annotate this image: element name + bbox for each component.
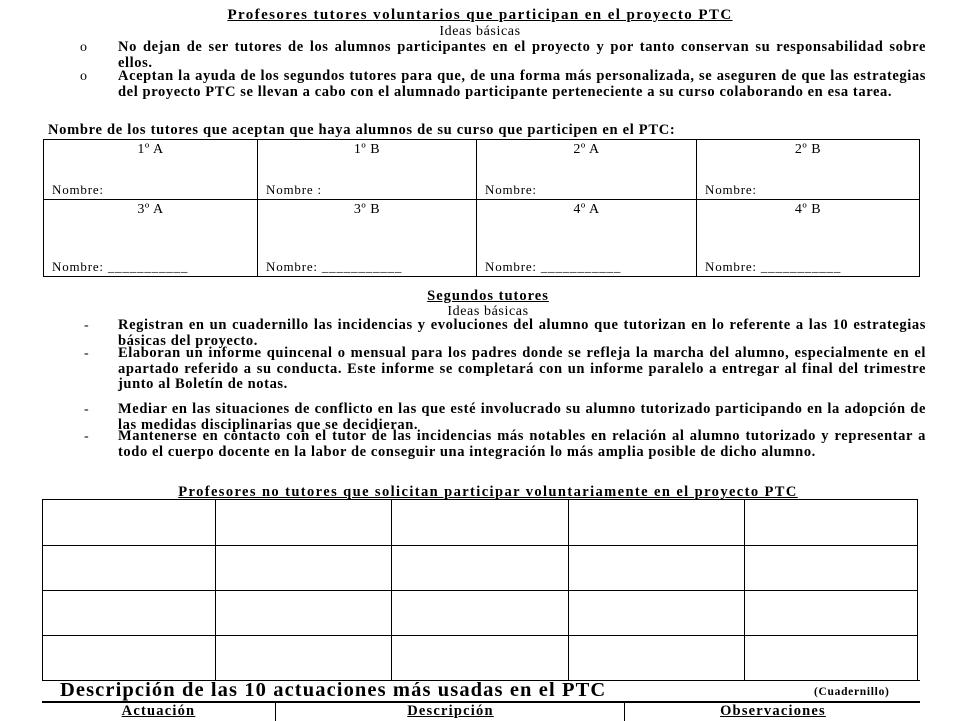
bullet-text: Mantenerse en contacto con el tutor de las incidencias más notables en relación al alumno tutorizado y representar a todo el cuerpo docente en la labor de conseguir una integración lo más amplia posible de dicho alumno. <box>118 428 926 460</box>
course-label: 3º A <box>137 202 164 217</box>
section1-title: Profesores tutores voluntarios que participan en el proyecto PTC <box>227 7 733 23</box>
section2-title: Segundos tutores <box>427 288 549 304</box>
tutor-cell[interactable] <box>44 140 258 200</box>
table-row <box>43 591 918 636</box>
tutor-cell[interactable] <box>258 140 477 200</box>
section2-bullet-4 <box>80 429 925 473</box>
table-cell[interactable] <box>43 500 216 546</box>
course-label: 4º A <box>573 202 600 217</box>
name-field: Nombre: <box>52 182 104 197</box>
bullet-text: Elaboran un informe quincenal o mensual para los padres donde se refleja la marcha del alumno, especialmente en el apartado referido a su conducta. Este informe se completará con un informe paralelo a entregar al final del trimestre junto al Boletín de notas. <box>118 345 926 392</box>
course-label: 3º B <box>353 202 381 217</box>
tutor-cell[interactable] <box>697 200 920 277</box>
bullet-text: No dejan de ser tutores de los alumnos participantes en el proyecto y por tanto conservan su responsabilidad sobre ellos. <box>118 39 926 71</box>
table-cell[interactable] <box>43 546 216 591</box>
section4-note: (Cuadernillo) <box>814 686 890 698</box>
bullet-dash-icon: - <box>84 318 89 333</box>
table-cell[interactable] <box>745 636 918 681</box>
column-divider <box>275 703 276 721</box>
tutor-cell[interactable] <box>477 200 697 277</box>
bullet-text: Registran en un cuadernillo las incidencias y evoluciones del alumno que tutorizan en lo referente a las 10 estrategias básicas del proyecto. <box>118 317 926 349</box>
name-field: Nombre: <box>705 182 757 197</box>
bullet-dash-icon: - <box>84 429 89 444</box>
table-cell[interactable] <box>43 591 216 636</box>
course-label: 1º B <box>353 142 381 157</box>
course-label: 2º B <box>794 142 822 157</box>
bullet-text: Aceptan la ayuda de los segundos tutores para que, de una forma más personalizada, se aseguren de que las estrategias del proyecto PTC se llevan a cabo con el alumnado participante perteneciente a su curso colaborando en esa tarea. <box>118 68 926 100</box>
bullet-dash-icon: - <box>84 346 89 361</box>
tutor-cell[interactable] <box>44 200 258 277</box>
name-field: Nombre : <box>266 182 322 197</box>
section2-subtitle: Ideas básicas <box>447 304 529 319</box>
course-label: 1º A <box>137 142 164 157</box>
table-cell[interactable] <box>569 591 745 636</box>
course-label: 4º B <box>794 202 822 217</box>
column-header-observaciones: Observaciones <box>720 703 826 719</box>
section4-title: Descripción de las 10 actuaciones más usadas en el PTC <box>60 679 607 701</box>
tutor-cell[interactable] <box>697 140 920 200</box>
table-cell[interactable] <box>569 500 745 546</box>
course-label: 2º A <box>573 142 600 157</box>
table-cell[interactable] <box>745 591 918 636</box>
tutors-row-1 <box>44 140 920 200</box>
tutor-cell[interactable] <box>477 140 697 200</box>
table-cell[interactable] <box>216 500 392 546</box>
tutors-row-2 <box>44 200 920 277</box>
section2-bullet-2 <box>80 346 925 404</box>
table-cell[interactable] <box>569 546 745 591</box>
table-cell[interactable] <box>392 546 569 591</box>
section1-subtitle: Ideas básicas <box>439 24 521 39</box>
bullet-text: Mediar en las situaciones de conflicto en las que esté involucrado su alumno tutorizado participando en la adopción de las medidas disciplinarias que se decidieran. <box>118 401 926 433</box>
tutors-table-heading: Nombre de los tutores que aceptan que haya alumnos de su curso que participen en el PTC: <box>48 122 676 138</box>
table-cell[interactable] <box>392 591 569 636</box>
name-field: Nombre: ___________ <box>266 259 403 274</box>
table-cell[interactable] <box>745 546 918 591</box>
table-cell[interactable] <box>392 500 569 546</box>
table-cell[interactable] <box>569 636 745 681</box>
bullet-dash-icon: - <box>84 402 89 417</box>
name-field: Nombre: <box>485 182 537 197</box>
section2-bullet-1 <box>80 318 925 348</box>
column-divider <box>624 703 625 721</box>
tutors-table <box>43 139 920 277</box>
table-cell[interactable] <box>216 591 392 636</box>
name-field: Nombre: ___________ <box>485 259 622 274</box>
actions-table-header <box>42 702 920 721</box>
table-cell[interactable] <box>216 546 392 591</box>
column-header-actuacion: Actuación <box>121 703 196 719</box>
name-field: Nombre: ___________ <box>705 259 842 274</box>
table-cell[interactable] <box>43 636 216 681</box>
table-cell[interactable] <box>745 500 918 546</box>
volunteers-table <box>42 499 918 681</box>
table-row <box>43 546 918 591</box>
column-header-descripcion: Descripción <box>407 703 494 719</box>
section3-title: Profesores no tutores que solicitan participar voluntariamente en el proyecto PTC <box>178 484 798 500</box>
name-field: Nombre: ___________ <box>52 259 189 274</box>
bullet-circle-icon: o <box>80 69 87 84</box>
table-row <box>43 636 918 681</box>
table-row <box>43 500 918 546</box>
tutor-cell[interactable] <box>258 200 477 277</box>
table-cell[interactable] <box>392 636 569 681</box>
section1-bullet-2 <box>80 69 925 117</box>
table-cell[interactable] <box>216 636 392 681</box>
bullet-circle-icon: o <box>80 40 87 55</box>
